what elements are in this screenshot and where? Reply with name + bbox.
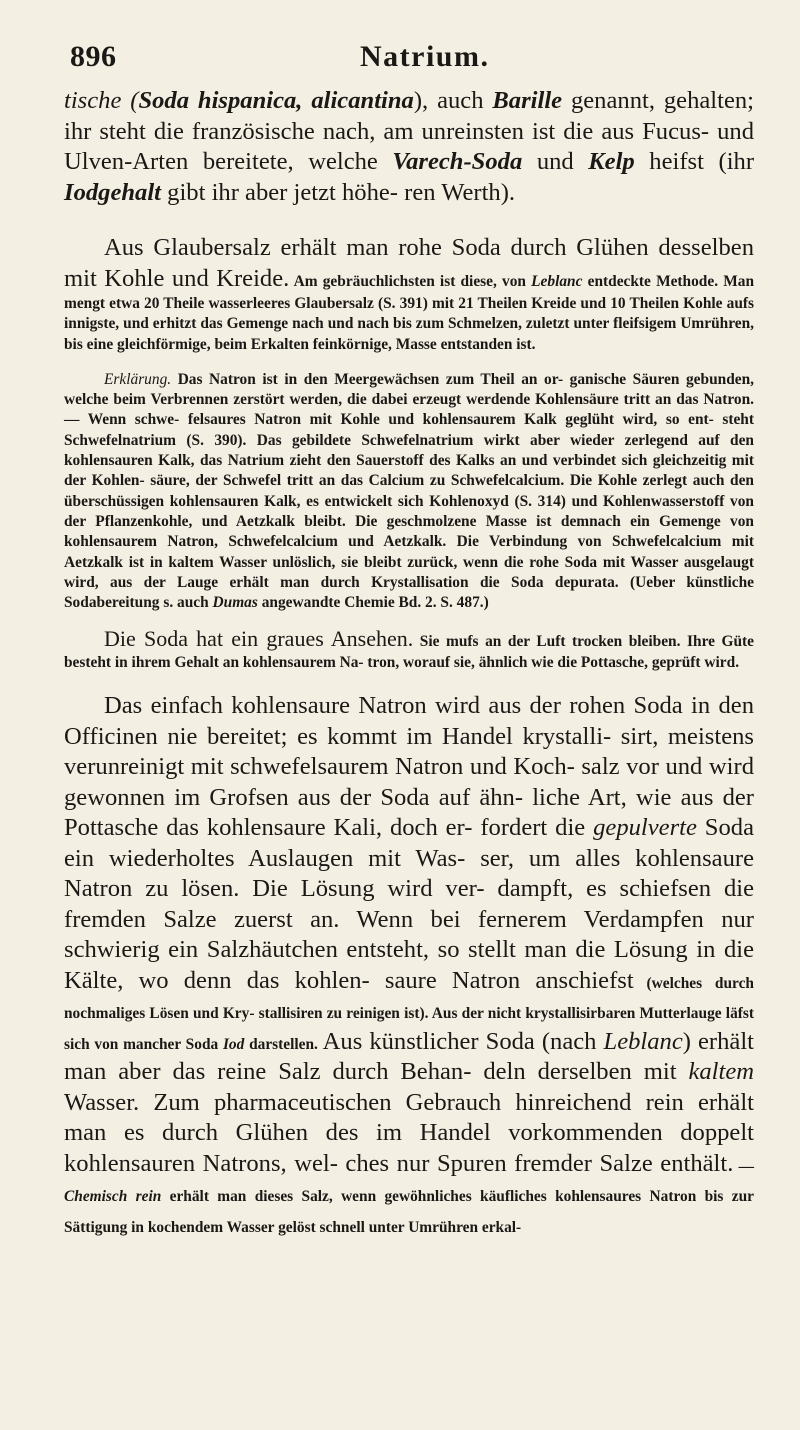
p5-small-text: (welches durch nochmaliges Lösen und Kry- stallisiren zu reinigen ist). Aus der nicht krystallisirbaren Mutterlauge läfst sich von mancher Soda [64,974,754,1053]
p5-small-text: erhält man dieses Salz, wenn gewöhnliches käufliches kohlensaures Natron bis zur Sättigung in kochendem Wasser gelöst schnell unter Umrühren erkal- [64,1188,754,1236]
p5-text: Das einfach kohlensaure Natron wird aus der rohen Soda in den Officinen nie bereitet; es kommt im Handel krystalli- sirt, meistens verunreinigt mit schwefelsaurem Natron und Koch- salz vor und wird gewonnen im Grofsen aus der Soda auf ähn- liche Art, wie aus der Pottasche das kohlensaure Kali, doch er- fordert die [64,692,754,842]
p2-text: entdeckte Methode. Man mengt etwa 20 Theile wasserleeres Glaubersalz (S. 391) mit 21 Theilen Kreide und 10 Theilen Kohle aufs innigste, und erhitzt das Gemenge nach und nach bis zum Schmelzen, zuletzt unter fleifsigem Umrühren, bis eine gleichförmige, beim Erkalten feinkörnige, Masse entstanden ist. [64,272,755,353]
p1-text: heifst (ihr [634,148,755,175]
page [64,0,754,1240]
p1-iodgehalt: Iodgehalt [64,178,162,206]
p1-text: ), auch [413,87,493,114]
p2-lead: Aus Glaubersalz erhält man rohe Soda durch Glühen desselben mit Kohle und Kreide. [64,234,754,292]
p5-iod: Iod [222,1035,245,1053]
paragraph-4 [64,626,754,673]
running-title: Natrium. [360,40,490,73]
p5-gepulverte: gepulverte [593,814,697,842]
page-number: 896 [70,40,117,73]
p5-chemisch-rein: Chemisch rein [64,1188,162,1206]
p1-soda-name: Soda hispanica, alicantina [138,87,414,114]
p3-dumas: Dumas [212,594,258,612]
paragraph-3-erklaerung [64,370,754,614]
p1-text: genannt, gehalten; ihr steht die französische nach, am unreinsten ist die aus Fucus- und Ulven-Arten bereitete, welche [64,87,754,175]
p5-text: Aus künstlicher Soda (nach [322,1027,604,1055]
p5-leblanc: Leblanc [603,1027,683,1055]
p5-text: Soda ein wiederholtes Auslaugen mit Was- ser, um alles kohlensaure Natron zu lösen. Die Lösung wird ver- dampft, es schiefsen die fremden Salze zuerst an. Wenn bei fernerem Verdampfen nur schwierig ein Salzhäutchen entsteht, so stellt man die Lösung in die Kälte, wo denn das kohlen- saure Natron anschiefst [64,814,754,994]
paragraph-1 [64,86,754,208]
p4-text: Sie mufs an der Luft trocken bleiben. Ihre Güte besteht in ihrem Gehalt an kohlensaurem Na- tron, worauf sie, ähnlich wie die Pottasche, geprüft wird. [64,633,754,671]
p1-kelp: Kelp [588,148,635,175]
p1-text: tische ( [64,87,139,114]
page-header [64,0,754,82]
p1-barille: Barille [492,87,563,114]
p3-label: Erklärung. [104,370,172,388]
p5-text: ) erhält man aber das reine Salz durch Behan- deln derselben mit [64,1027,754,1086]
p5-text: Wasser. Zum pharmaceutischen Gebrauch hinreichend rein erhält man es durch Glühen des im Handel vorkommenden doppelt kohlensauren Natrons, wel- ches nur Spuren fremder Salze enthält. [64,1088,754,1177]
p5-dash: — [733,1157,754,1175]
paragraph-5 [64,691,754,1240]
p3-text: angewandte Chemie Bd. 2. S. 487.) [257,594,489,612]
p3-text: Das Natron ist in den Meergewächsen zum Theil an or- ganische Säuren gebunden, welche beim Verbrennen zerstört werden, die dabei erzeugt werdende Kohlensäure tritt an das Natron. — Wenn schwe- felsaures Natron mit Kohle und kohlensaurem Kalk geglüht wird, so ent- steht Schwefelnatrium (S. 390). Das gebildete Schwefelnatrium wirkt aber wieder zerlegend auf den kohlensauren Kalk, das Natrium zieht den Sauerstoff des Kalks an und verbindet sich gleichzeitig mit der Kohlen- säure, der Schwefel tritt an das Calcium zu Schwefelcalcium. Die Kohle zerlegt auch den überschüssigen kohlensauren Kalk, es entwickelt sich Kohlenoxyd (S. 314) und Kohlenwasserstoff von der Pflanzenkohle, und Aetzkalk bleibt. Die geschmolzene Masse ist demnach ein Gemenge von kohlensaurem Natron, Schwefelcalcium und Aetzkalk. Die Verbindung von Schwefelcalcium mit Aetzkalk ist in kaltem Wasser unlöslich, sie bleibt zurück, wenn die rohe Soda mit Wasser ausgelaugt wird, aus der Lauge erhält man durch Krystallisation die Soda depurata. (Ueber künstliche Sodabereitung s. auch [64,370,754,612]
p5-kaltem: kaltem [688,1058,754,1086]
p2-text: Am gebräuchlichsten ist diese, von [289,272,532,290]
p1-varech: Varech-Soda [392,148,523,175]
p5-small-text: darstellen. [244,1035,323,1053]
paragraph-2 [64,233,754,355]
p2-leblanc: Leblanc [531,272,583,290]
p1-text: gibt ihr aber jetzt höhe- ren Werth). [161,178,516,206]
p4-lead: Die Soda hat ein graues Ansehen. [104,626,414,652]
p1-text: und [522,148,589,175]
